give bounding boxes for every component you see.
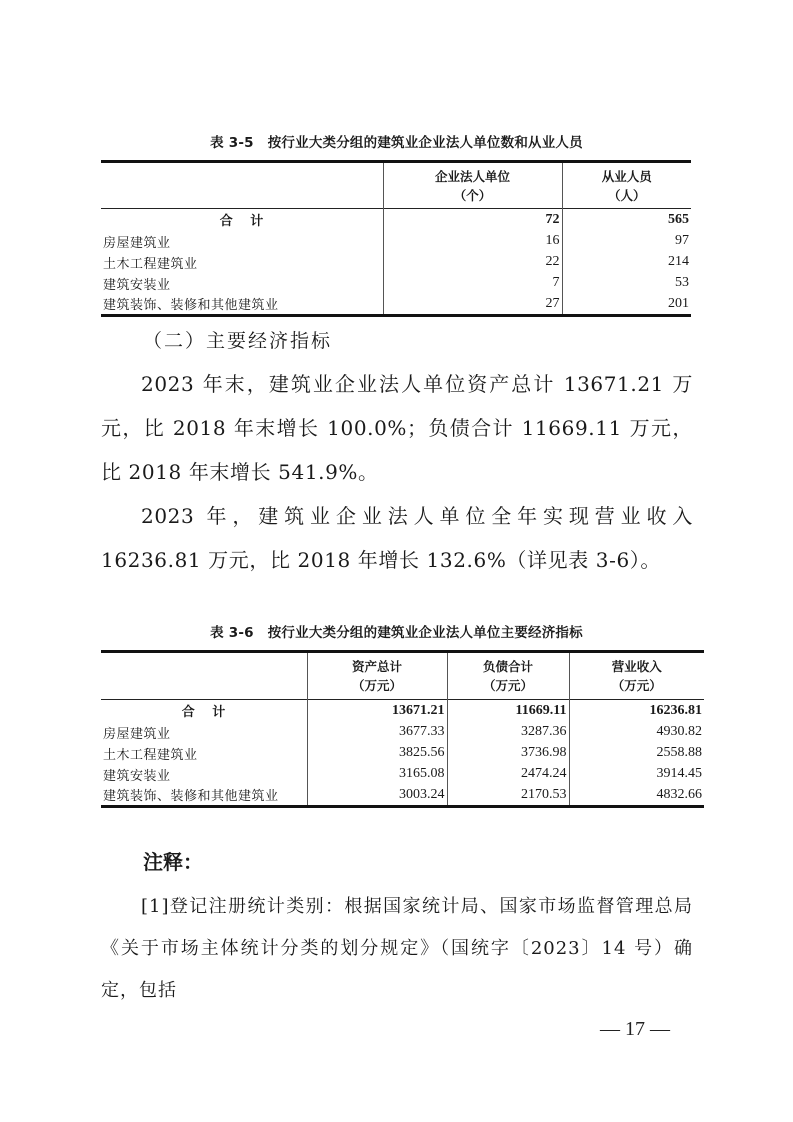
cell-value: 22 — [383, 252, 562, 273]
table-row — [101, 785, 704, 807]
cell-value: 4930.82 — [569, 722, 704, 743]
cell-value: 4832.66 — [569, 785, 704, 807]
table-3-6-number: 表 3-6 — [210, 625, 254, 641]
table-3-5-col-header — [383, 162, 562, 209]
cell-value: 27 — [383, 294, 562, 316]
cell-value: 3825.56 — [307, 743, 447, 764]
row-label: 土木工程建筑业 — [103, 256, 198, 272]
cell-value: 13671.21 — [307, 700, 447, 722]
col-unit: （个） — [453, 187, 492, 203]
page-number: — 17 — — [600, 1018, 670, 1040]
table-3-6-header-blank — [101, 652, 307, 700]
table-3-6-col-header — [307, 652, 447, 700]
row-label: 建筑安装业 — [103, 277, 171, 293]
paragraph: 2023 年，建筑业企业法人单位全年实现营业收入 16236.81 万元，比 2018 年增长 132.6%（详见表 3-6）。 — [101, 504, 693, 572]
col-unit: （万元） — [482, 678, 533, 693]
cell-value: 2474.24 — [447, 764, 569, 785]
table-3-6 — [101, 650, 704, 808]
cell-value: 2558.88 — [569, 743, 704, 764]
col-unit: （万元） — [611, 678, 662, 693]
cell-value: 53 — [562, 273, 691, 294]
table-3-6-caption — [0, 621, 793, 641]
row-label: 土木工程建筑业 — [103, 747, 198, 763]
cell-value: 7 — [383, 273, 562, 294]
row-label: 建筑装饰、装修和其他建筑业 — [103, 298, 279, 314]
table-row — [101, 231, 691, 252]
cell-value: 201 — [562, 294, 691, 316]
cell-value: 3736.98 — [447, 743, 569, 764]
table-3-6-col-header — [447, 652, 569, 700]
col-name: 从业人员 — [601, 168, 652, 184]
col-name: 资产总计 — [351, 659, 402, 674]
col-name: 营业收入 — [611, 659, 662, 674]
cell-value: 3003.24 — [307, 785, 447, 807]
row-label: 建筑装饰、装修和其他建筑业 — [103, 789, 279, 805]
row-label: 合 计 — [219, 214, 264, 230]
table-row — [101, 700, 704, 722]
paragraph: 2023 年末，建筑业企业法人单位资产总计 13671.21 万元，比 2018 年末增长 100.0%；负债合计 11669.11 万元，比 2018 年末增长 541.9%。 — [101, 372, 693, 484]
row-label: 房屋建筑业 — [103, 726, 171, 742]
col-name: 负债合计 — [482, 659, 533, 674]
row-label: 合 计 — [181, 705, 226, 721]
cell-value: 3287.36 — [447, 722, 569, 743]
cell-value: 16236.81 — [569, 700, 704, 722]
cell-value: 3914.45 — [569, 764, 704, 785]
table-3-5-title: 按行业大类分组的建筑业企业法人单位数和从业人员 — [267, 135, 583, 151]
table-3-5-header-row — [101, 162, 691, 209]
table-row — [101, 273, 691, 294]
cell-value: 11669.11 — [447, 700, 569, 722]
table-row — [101, 743, 704, 764]
table-3-6-title: 按行业大类分组的建筑业企业法人单位主要经济指标 — [267, 625, 583, 641]
cell-value: 72 — [383, 209, 562, 231]
table-row — [101, 252, 691, 273]
cell-value: 565 — [562, 209, 691, 231]
cell-value: 2170.53 — [447, 785, 569, 807]
table-row — [101, 294, 691, 316]
section-heading: （二）主要经济指标 — [143, 330, 333, 352]
table-row — [101, 722, 704, 743]
table-3-5-caption — [0, 131, 793, 151]
cell-value: 3677.33 — [307, 722, 447, 743]
notes-heading: 注释： — [143, 850, 203, 874]
table-3-6-header-row — [101, 652, 704, 700]
note-item: [1]登记注册统计类别：根据国家统计局、国家市场监督管理总局《关于市场主体统计分类的划分规定》（国统字〔2023〕14 号）确定，包括 — [101, 896, 693, 1001]
table-3-5-header-blank — [101, 162, 383, 209]
table-3-5-col-header — [562, 162, 691, 209]
table-3-5-number: 表 3-5 — [210, 135, 254, 151]
cell-value: 214 — [562, 252, 691, 273]
col-unit: （人） — [607, 187, 646, 203]
cell-value: 97 — [562, 231, 691, 252]
table-3-5 — [101, 160, 691, 317]
cell-value: 3165.08 — [307, 764, 447, 785]
cell-value: 16 — [383, 231, 562, 252]
row-label: 房屋建筑业 — [103, 235, 171, 251]
table-3-6-col-header — [569, 652, 704, 700]
col-name: 企业法人单位 — [434, 168, 510, 184]
table-row — [101, 209, 691, 231]
col-unit: （万元） — [351, 678, 402, 693]
table-row — [101, 764, 704, 785]
row-label: 建筑安装业 — [103, 768, 171, 784]
